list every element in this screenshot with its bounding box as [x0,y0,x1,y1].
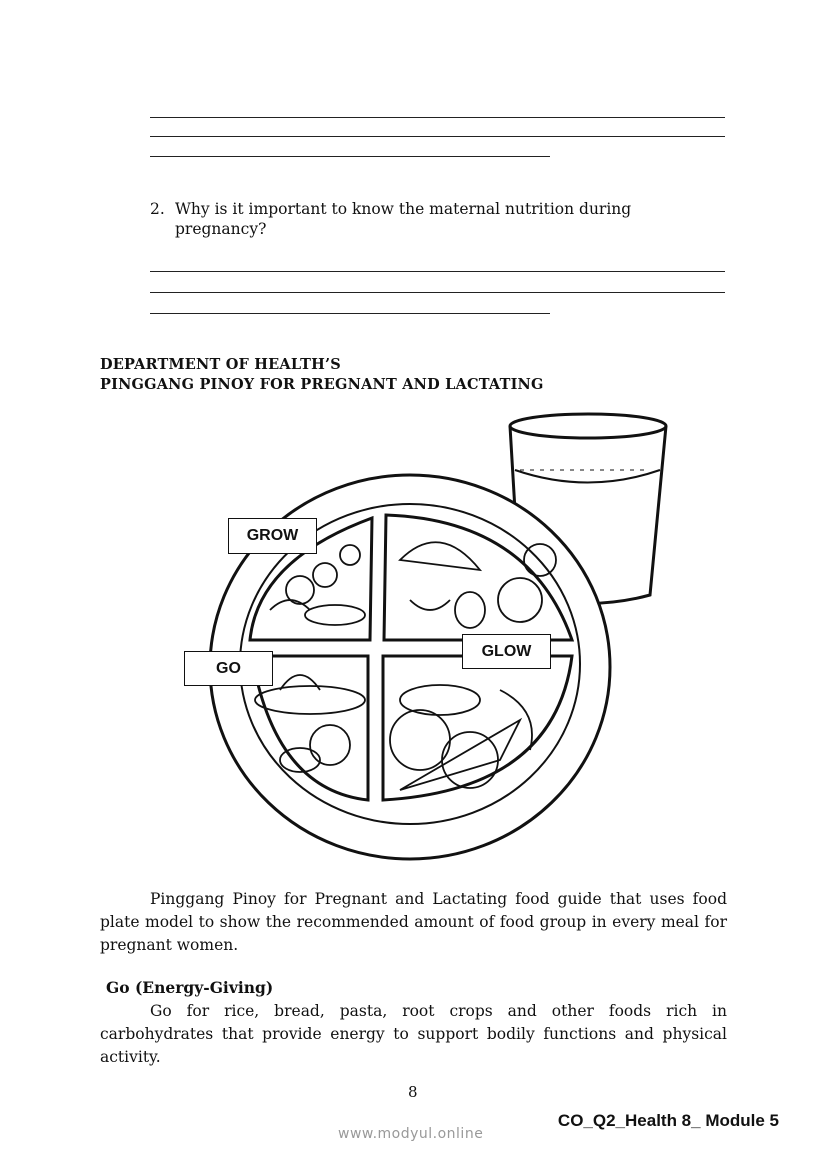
answer-line[interactable] [150,271,725,272]
watermark: www.modyul.online [338,1126,484,1142]
page-number: 8 [408,1083,418,1101]
label-glow: GLOW [462,634,551,669]
intro-text: Pinggang Pinoy for Pregnant and Lactating food guide that uses food plate model to show the recommended amount of food group in every meal for pregnant women. [100,890,727,954]
answer-line[interactable] [150,136,725,137]
pinggang-pinoy-plate-illustration [0,400,826,880]
answer-line[interactable] [150,156,550,157]
go-section-title: Go (Energy-Giving) [106,978,274,997]
heading-line1: DEPARTMENT OF HEALTH’S [100,356,341,373]
go-body-text: Go for rice, bread, pasta, root crops and other foods rich in carbohydrates that provide energy to support bodily functions and physical activity. [100,1002,727,1066]
answer-line[interactable] [150,313,550,314]
answer-line[interactable] [150,117,725,118]
question-text-line1: Why is it important to know the maternal nutrition during [175,200,632,218]
answer-line[interactable] [150,292,725,293]
question-2 [150,199,631,239]
section-heading [100,355,544,395]
question-number: 2. [150,200,165,218]
heading-line2: PINGGANG PINOY FOR PREGNANT AND LACTATING [100,376,544,393]
module-footer: CO_Q2_Health 8_ Module 5 [557,1111,779,1130]
go-section-body [100,1000,727,1069]
label-grow: GROW [228,518,317,554]
question-text-line2: pregnancy? [175,220,267,238]
label-go: GO [184,651,273,686]
intro-paragraph [100,888,727,957]
